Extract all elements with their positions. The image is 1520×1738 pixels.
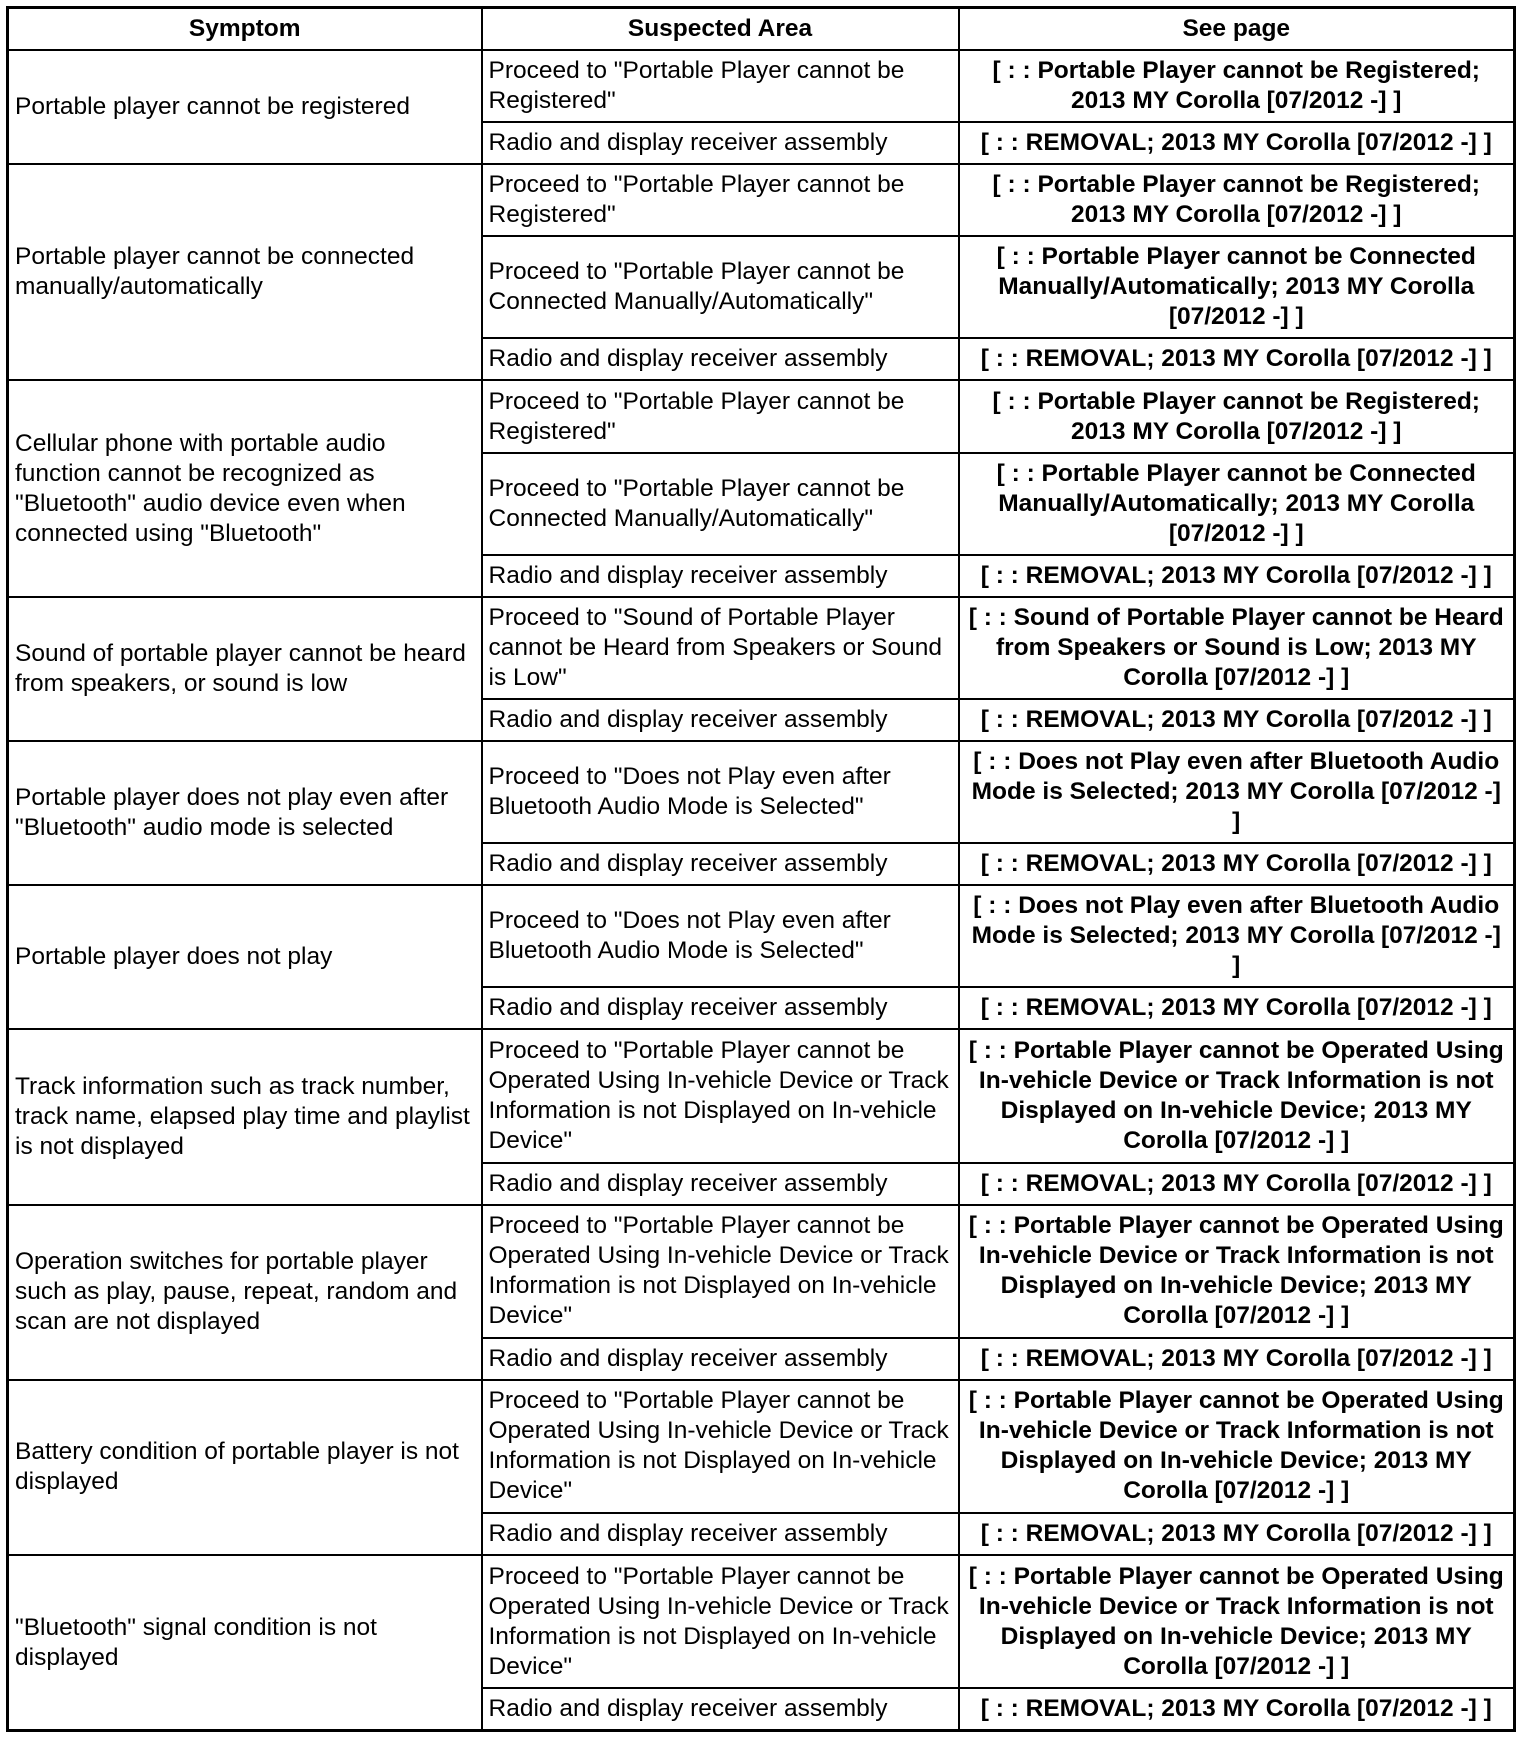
symptom-cell: Battery condition of portable player is not displayed [8,1380,482,1555]
table-row [8,1205,1515,1338]
symptom-cell: "Bluetooth" signal condition is not displayed [8,1555,482,1730]
symptom-cell: Portable player cannot be connected manually/automatically [8,164,482,380]
header-see-page: See page [959,8,1515,51]
see-page-link[interactable]: [ : : Portable Player cannot be Registered; 2013 MY Corolla [07/2012 -] ] [959,380,1515,452]
symptom-cell: Track information such as track number, track name, elapsed play time and playlist is not displayed [8,1029,482,1204]
table-row [8,1380,1515,1513]
suspected-area-cell: Proceed to "Portable Player cannot be Operated Using In-vehicle Device or Track Information is not Displayed on In-vehicle Device" [482,1380,959,1513]
suspected-area-cell: Proceed to "Portable Player cannot be Connected Manually/Automatically" [482,453,959,555]
see-page-link[interactable]: [ : : Portable Player cannot be Registered; 2013 MY Corolla [07/2012 -] ] [959,164,1515,236]
suspected-area-cell: Proceed to "Sound of Portable Player cannot be Heard from Speakers or Sound is Low" [482,597,959,699]
see-page-link[interactable]: [ : : Portable Player cannot be Connected Manually/Automatically; 2013 MY Corolla [07/2012 -] ] [959,453,1515,555]
header-row [8,8,1515,51]
suspected-area-cell: Radio and display receiver assembly [482,1338,959,1380]
see-page-link[interactable]: [ : : REMOVAL; 2013 MY Corolla [07/2012 -] ] [959,987,1515,1029]
see-page-link[interactable]: [ : : Does not Play even after Bluetooth Audio Mode is Selected; 2013 MY Corolla [07/2012 -] ] [959,741,1515,843]
see-page-link[interactable]: [ : : REMOVAL; 2013 MY Corolla [07/2012 -] ] [959,1163,1515,1205]
table-row [8,597,1515,699]
table-row [8,380,1515,452]
see-page-link[interactable]: [ : : Portable Player cannot be Operated Using In-vehicle Device or Track Information is not Displayed on In-vehicle Device; 2013 MY Corolla [07/2012 -] ] [959,1555,1515,1688]
suspected-area-cell: Proceed to "Portable Player cannot be Registered" [482,164,959,236]
suspected-area-cell: Proceed to "Portable Player cannot be Connected Manually/Automatically" [482,236,959,338]
symptom-cell: Portable player does not play even after "Bluetooth" audio mode is selected [8,741,482,885]
see-page-link[interactable]: [ : : REMOVAL; 2013 MY Corolla [07/2012 -] ] [959,338,1515,380]
suspected-area-cell: Radio and display receiver assembly [482,699,959,741]
suspected-area-cell: Radio and display receiver assembly [482,843,959,885]
symptom-cell: Cellular phone with portable audio function cannot be recognized as "Bluetooth" audio device even when connected using "Bluetooth" [8,380,482,596]
see-page-link[interactable]: [ : : Portable Player cannot be Operated Using In-vehicle Device or Track Information is not Displayed on In-vehicle Device; 2013 MY Corolla [07/2012 -] ] [959,1380,1515,1513]
suspected-area-cell: Proceed to "Portable Player cannot be Operated Using In-vehicle Device or Track Information is not Displayed on In-vehicle Device" [482,1205,959,1338]
suspected-area-cell: Proceed to "Portable Player cannot be Operated Using In-vehicle Device or Track Information is not Displayed on In-vehicle Device" [482,1555,959,1688]
see-page-link[interactable]: [ : : Portable Player cannot be Operated Using In-vehicle Device or Track Information is not Displayed on In-vehicle Device; 2013 MY Corolla [07/2012 -] ] [959,1205,1515,1338]
see-page-link[interactable]: [ : : REMOVAL; 2013 MY Corolla [07/2012 -] ] [959,555,1515,597]
table-row [8,885,1515,987]
suspected-area-cell: Radio and display receiver assembly [482,555,959,597]
header-suspected-area: Suspected Area [482,8,959,51]
see-page-link[interactable]: [ : : Sound of Portable Player cannot be Heard from Speakers or Sound is Low; 2013 MY Corolla [07/2012 -] ] [959,597,1515,699]
see-page-link[interactable]: [ : : REMOVAL; 2013 MY Corolla [07/2012 -] ] [959,122,1515,164]
see-page-link[interactable]: [ : : REMOVAL; 2013 MY Corolla [07/2012 -] ] [959,843,1515,885]
see-page-link[interactable]: [ : : REMOVAL; 2013 MY Corolla [07/2012 -] ] [959,1688,1515,1730]
see-page-link[interactable]: [ : : Portable Player cannot be Registered; 2013 MY Corolla [07/2012 -] ] [959,50,1515,122]
suspected-area-cell: Radio and display receiver assembly [482,987,959,1029]
suspected-area-cell: Radio and display receiver assembly [482,122,959,164]
see-page-link[interactable]: [ : : Portable Player cannot be Operated Using In-vehicle Device or Track Information is not Displayed on In-vehicle Device; 2013 MY Corolla [07/2012 -] ] [959,1029,1515,1162]
suspected-area-cell: Radio and display receiver assembly [482,1163,959,1205]
suspected-area-cell: Proceed to "Portable Player cannot be Registered" [482,50,959,122]
table-row [8,164,1515,236]
symptom-cell: Sound of portable player cannot be heard from speakers, or sound is low [8,597,482,741]
see-page-link[interactable]: [ : : REMOVAL; 2013 MY Corolla [07/2012 -] ] [959,1338,1515,1380]
see-page-link[interactable]: [ : : Does not Play even after Bluetooth Audio Mode is Selected; 2013 MY Corolla [07/2012 -] ] [959,885,1515,987]
symptom-cell: Portable player does not play [8,885,482,1029]
suspected-area-cell: Proceed to "Portable Player cannot be Operated Using In-vehicle Device or Track Information is not Displayed on In-vehicle Device" [482,1029,959,1162]
see-page-link[interactable]: [ : : REMOVAL; 2013 MY Corolla [07/2012 -] ] [959,699,1515,741]
suspected-area-cell: Proceed to "Does not Play even after Bluetooth Audio Mode is Selected" [482,885,959,987]
table-row [8,741,1515,843]
suspected-area-cell: Radio and display receiver assembly [482,1688,959,1730]
see-page-link[interactable]: [ : : REMOVAL; 2013 MY Corolla [07/2012 -] ] [959,1513,1515,1555]
suspected-area-cell: Radio and display receiver assembly [482,1513,959,1555]
symptom-cell: Operation switches for portable player such as play, pause, repeat, random and scan are not displayed [8,1205,482,1380]
suspected-area-cell: Proceed to "Portable Player cannot be Registered" [482,380,959,452]
table-row [8,1555,1515,1688]
table-row [8,50,1515,122]
see-page-link[interactable]: [ : : Portable Player cannot be Connected Manually/Automatically; 2013 MY Corolla [07/2012 -] ] [959,236,1515,338]
troubleshooting-table [6,6,1516,1732]
table-row [8,1029,1515,1162]
suspected-area-cell: Proceed to "Does not Play even after Bluetooth Audio Mode is Selected" [482,741,959,843]
symptom-cell: Portable player cannot be registered [8,50,482,164]
header-symptom: Symptom [8,8,482,51]
suspected-area-cell: Radio and display receiver assembly [482,338,959,380]
